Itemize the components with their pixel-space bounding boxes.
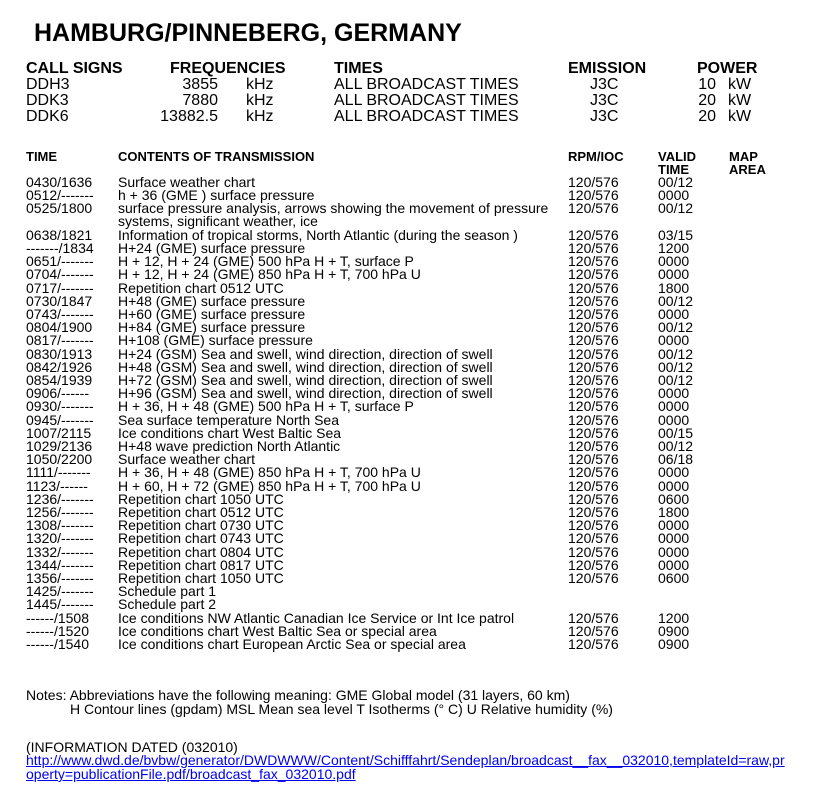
broadcast-times: ALL BROADCAST TIMES (334, 76, 519, 93)
rpm-ioc-value: 120/576 (568, 491, 619, 507)
transmission-time: 1356/------- (26, 570, 94, 586)
valid-time-value: 0000 (658, 332, 690, 348)
rpm-ioc-value: 120/576 (568, 478, 619, 494)
transmission-contents: surface pressure analysis, arrows showing the movement of pressure systems, significant weather, ice (118, 200, 549, 230)
transmission-contents: H + 60, H + 72 (GME) 850 hPa H + T, 700 hPa U (118, 478, 421, 494)
transmission-time: 1123/------ (26, 478, 88, 494)
transmission-time: 0430/1636 (26, 174, 93, 190)
transmission-contents: Sea surface temperature North Sea (118, 412, 340, 428)
valid-time-value: 06/18 (658, 451, 694, 467)
rpm-ioc-value: 120/576 (568, 319, 619, 335)
valid-time-value: 0000 (658, 253, 690, 269)
frequency-unit: kHz (246, 92, 274, 109)
transmission-time: 0704/------- (26, 266, 94, 282)
valid-time-value: 0000 (658, 266, 690, 282)
transmission-time: 1308/------- (26, 517, 94, 533)
valid-column-header: VALID (658, 149, 697, 164)
transmission-time: 0830/1913 (26, 346, 93, 362)
rpm-ioc-value: 120/576 (568, 240, 619, 256)
valid-time-value: 03/15 (658, 227, 694, 243)
valid-time-value: 0000 (658, 544, 690, 560)
transmission-time: 0730/1847 (26, 293, 93, 309)
broadcast-times: ALL BROADCAST TIMES (334, 92, 519, 109)
transmission-contents: Repetition chart 0512 UTC (118, 280, 284, 296)
transmission-contents: Ice conditions chart West Baltic Sea or special area (118, 623, 437, 639)
valid-time-value: 00/12 (658, 346, 694, 362)
transmission-contents: Repetition chart 1050 UTC (118, 570, 284, 586)
transmission-time: 1320/------- (26, 530, 94, 546)
rpm-ioc-value: 120/576 (568, 623, 619, 639)
rpm-ioc-value: 120/576 (568, 451, 619, 467)
valid-time-value: 0600 (658, 491, 690, 507)
transmission-time: 1050/2200 (26, 451, 93, 467)
rpm-ioc-value: 120/576 (568, 385, 619, 401)
transmission-contents: Schedule part 2 (118, 596, 217, 612)
rpm-ioc-value: 120/576 (568, 398, 619, 414)
contents-column-header: CONTENTS OF TRANSMISSION (118, 149, 315, 164)
source-url-line-2[interactable]: operty=publicationFile.pdf/broadcast_fax_032010.pdf (26, 766, 356, 782)
frequency-value: 13882.5 (160, 108, 218, 125)
power-unit: kW (728, 108, 752, 125)
frequency-value: 3855 (182, 76, 218, 93)
map-area-column-header: AREA (729, 162, 766, 177)
transmission-contents: H + 36, H + 48 (GME) 850 hPa H + T, 700 hPa U (118, 464, 421, 480)
transmission-time: 1332/------- (26, 544, 94, 560)
valid-time-value: 0000 (658, 412, 690, 428)
valid-time-value: 0600 (658, 570, 690, 586)
power-header: POWER (697, 60, 758, 77)
transmission-contents: H+108 (GME) surface pressure (118, 332, 313, 348)
valid-time-value: 0000 (658, 306, 690, 322)
rpm-ioc-value: 120/576 (568, 372, 619, 388)
times-header: TIMES (334, 60, 383, 77)
notes-line-1: Notes: Abbreviations have the following meaning: GME Global model (31 layers, 60 km) (26, 687, 570, 703)
valid-time-value: 00/15 (658, 425, 694, 441)
rpm-ioc-value: 120/576 (568, 200, 619, 216)
transmission-time: 0512/------- (26, 187, 94, 203)
call-sign: DDK3 (26, 92, 69, 109)
transmission-contents: H+60 (GME) surface pressure (118, 306, 306, 322)
source-url-line-1[interactable]: http://www.dwd.de/bvbw/generator/DWDWWW/Content/Schifffahrt/Sendeplan/broadcast__fax__032010,templateId=raw,pr (26, 752, 785, 768)
valid-time-value: 1800 (658, 504, 690, 520)
rpm-ioc-value: 120/576 (568, 517, 619, 533)
valid-time-value: 0000 (658, 557, 690, 573)
transmission-time: 0743/------- (26, 306, 94, 322)
rpm-ioc-value: 120/576 (568, 610, 619, 626)
valid-time-value: 00/12 (658, 200, 694, 216)
transmission-time: 1445/------- (26, 596, 94, 612)
rpm-ioc-value: 120/576 (568, 187, 619, 203)
valid-time-column-header: TIME (658, 162, 690, 177)
transmission-time: ------/1520 (26, 623, 90, 639)
transmission-contents: Repetition chart 0804 UTC (118, 544, 284, 560)
transmission-time: 0945/------- (26, 412, 94, 428)
rpm-ioc-value: 120/576 (568, 464, 619, 480)
valid-time-value: 0000 (658, 385, 690, 401)
broadcast-times: ALL BROADCAST TIMES (334, 108, 519, 125)
valid-time-value: 0000 (658, 398, 690, 414)
transmission-time: 1236/------- (26, 491, 94, 507)
transmission-contents: Surface weather chart (118, 174, 255, 190)
rpm-ioc-value: 120/576 (568, 425, 619, 441)
valid-time-value: 1200 (658, 240, 690, 256)
rpm-ioc-value: 120/576 (568, 346, 619, 362)
transmission-contents: H+96 (GSM) Sea and swell, wind direction, direction of swell (118, 385, 493, 401)
call-sign: DDH3 (26, 76, 70, 93)
rpm-ioc-value: 120/576 (568, 306, 619, 322)
transmission-time: 0842/1926 (26, 359, 93, 375)
transmission-time: 0804/1900 (26, 319, 93, 335)
transmission-contents: H+48 (GSM) Sea and swell, wind direction, direction of swell (118, 359, 493, 375)
transmission-contents: H+24 (GME) surface pressure (118, 240, 306, 256)
transmission-contents: H + 36, H + 48 (GME) 500 hPa H + T, surface P (118, 398, 414, 414)
page-title: HAMBURG/PINNEBERG, GERMANY (34, 19, 462, 47)
transmission-time: 1256/------- (26, 504, 94, 520)
transmission-time: 1111/------- (26, 464, 91, 480)
rpm-ioc-value: 120/576 (568, 280, 619, 296)
transmission-time: 0651/------- (26, 253, 94, 269)
transmission-contents: Ice conditions NW Atlantic Canadian Ice Service or Int Ice patrol (118, 610, 515, 626)
transmission-contents: Repetition chart 0512 UTC (118, 504, 284, 520)
time-column-header: TIME (26, 149, 58, 164)
transmission-contents: H+72 (GSM) Sea and swell, wind direction, direction of swell (118, 372, 493, 388)
valid-time-value: 00/12 (658, 319, 694, 335)
transmission-contents: Repetition chart 1050 UTC (118, 491, 284, 507)
frequency-value: 7880 (182, 92, 218, 109)
power-value: 20 (698, 92, 716, 109)
transmission-contents: Schedule part 1 (118, 583, 217, 599)
transmission-time: ------/1540 (26, 636, 90, 652)
valid-time-value: 00/12 (658, 359, 694, 375)
transmission-time: 0638/1821 (26, 227, 93, 243)
rpm-ioc-value: 120/576 (568, 504, 619, 520)
rpm-ioc-value: 120/576 (568, 227, 619, 243)
rpm-column-header: RPM/IOC (568, 149, 624, 164)
rpm-ioc-value: 120/576 (568, 557, 619, 573)
rpm-ioc-value: 120/576 (568, 359, 619, 375)
rpm-ioc-value: 120/576 (568, 253, 619, 269)
power-unit: kW (728, 92, 752, 109)
information-dated: (INFORMATION DATED (032010) (26, 739, 238, 755)
valid-time-value: 0000 (658, 530, 690, 546)
transmission-contents: h + 36 (GME ) surface pressure (118, 187, 315, 203)
rpm-ioc-value: 120/576 (568, 412, 619, 428)
rpm-ioc-value: 120/576 (568, 293, 619, 309)
valid-time-value: 00/12 (658, 372, 694, 388)
rpm-ioc-value: 120/576 (568, 438, 619, 454)
transmission-contents: Ice conditions chart European Arctic Sea or special area (118, 636, 466, 652)
transmission-contents: Surface weather chart (118, 451, 255, 467)
call-signs-header: CALL SIGNS (26, 60, 123, 77)
transmission-time: 0717/------- (26, 280, 94, 296)
emission-mode: J3C (590, 76, 619, 93)
notes-line-2: H Contour lines (gpdam) MSL Mean sea level T Isotherms (° C) U Relative humidity (%) (70, 701, 613, 717)
valid-time-value: 00/12 (658, 174, 694, 190)
transmission-contents: H+24 (GSM) Sea and swell, wind direction, direction of swell (118, 346, 493, 362)
transmission-contents: Repetition chart 0817 UTC (118, 557, 284, 573)
transmission-time: 1007/2115 (26, 425, 92, 441)
transmission-time: -------/1834 (26, 240, 94, 256)
transmission-contents: H + 12, H + 24 (GME) 850 hPa H + T, 700 hPa U (118, 266, 421, 282)
transmission-time: 1029/2136 (26, 438, 93, 454)
frequency-unit: kHz (246, 108, 274, 125)
transmission-time: 0906/------ (26, 385, 90, 401)
power-unit: kW (728, 76, 752, 93)
transmission-contents: H+84 (GME) surface pressure (118, 319, 306, 335)
rpm-ioc-value: 120/576 (568, 530, 619, 546)
emission-header: EMISSION (568, 60, 647, 77)
valid-time-value: 00/12 (658, 438, 694, 454)
valid-time-value: 0000 (658, 478, 690, 494)
transmission-contents: Repetition chart 0730 UTC (118, 517, 284, 533)
rpm-ioc-value: 120/576 (568, 174, 619, 190)
valid-time-value: 1200 (658, 610, 690, 626)
rpm-ioc-value: 120/576 (568, 266, 619, 282)
frequency-unit: kHz (246, 76, 274, 93)
transmission-contents: H+48 (GME) surface pressure (118, 293, 306, 309)
rpm-ioc-value: 120/576 (568, 636, 619, 652)
transmission-contents: Repetition chart 0743 UTC (118, 530, 284, 546)
transmission-time: 0854/1939 (26, 372, 93, 388)
valid-time-value: 00/12 (658, 293, 694, 309)
valid-time-value: 0000 (658, 517, 690, 533)
transmission-time: 0817/------- (26, 332, 94, 348)
valid-time-value: 0900 (658, 636, 690, 652)
rpm-ioc-value: 120/576 (568, 332, 619, 348)
power-value: 10 (698, 76, 716, 93)
valid-time-value: 0000 (658, 464, 690, 480)
transmission-time: ------/1508 (26, 610, 90, 626)
emission-mode: J3C (590, 92, 619, 109)
transmission-time: 0930/------- (26, 398, 94, 414)
valid-time-value: 1800 (658, 280, 690, 296)
map-column-header: MAP (729, 149, 758, 164)
transmission-contents: Ice conditions chart West Baltic Sea (118, 425, 342, 441)
power-value: 20 (698, 108, 716, 125)
rpm-ioc-value: 120/576 (568, 544, 619, 560)
transmission-contents: Information of tropical storms, North Atlantic (during the season ) (118, 227, 518, 243)
frequencies-header: FREQUENCIES (170, 60, 286, 77)
call-sign: DDK6 (26, 108, 69, 125)
emission-mode: J3C (590, 108, 619, 125)
transmission-contents: H + 12, H + 24 (GME) 500 hPa H + T, surface P (118, 253, 414, 269)
valid-time-value: 0900 (658, 623, 690, 639)
transmission-time: 0525/1800 (26, 200, 93, 216)
valid-time-value: 0000 (658, 187, 690, 203)
transmission-time: 1425/------- (26, 583, 94, 599)
transmission-time: 1344/------- (26, 557, 94, 573)
transmission-contents: H+48 wave prediction North Atlantic (118, 438, 341, 454)
rpm-ioc-value: 120/576 (568, 570, 619, 586)
